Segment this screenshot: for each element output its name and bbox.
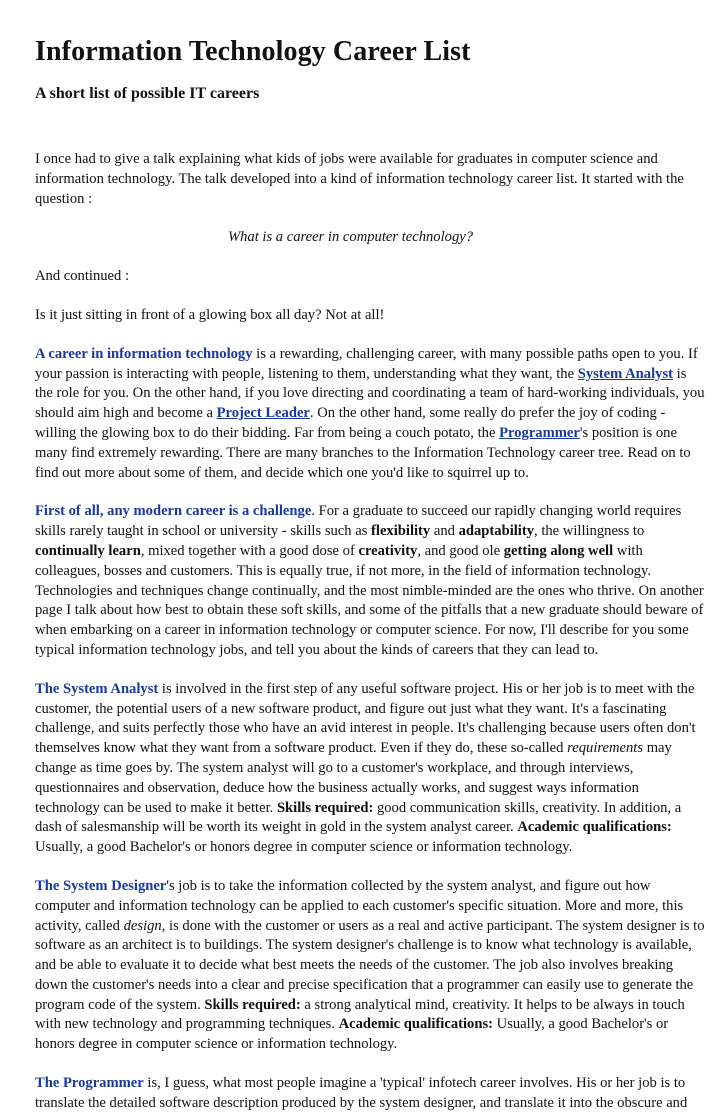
glowing-box-paragraph	[35, 306, 706, 326]
designer-text-3: a strong analytical mind, creativity. It helps to be always in touch with new technology and programming techniques.	[35, 996, 685, 1033]
analyst-text-4: Usually, a good Bachelor's or honors degree in computer science or information technology.	[35, 839, 573, 856]
designer-text-1: 's job is to take the information collected by the system analyst, and figure out how computer and information technology can be applied to each customer's specific situation. More and more, this activity, called	[35, 877, 684, 934]
programmer-paragraph	[35, 1074, 706, 1114]
creativity-term: creativity	[358, 542, 418, 559]
intro-paragraph	[35, 150, 706, 209]
adaptability-term: adaptability	[458, 523, 535, 540]
analyst-text-1: is involved in the first step of any useful software project. His or her job is to meet with the customer, the potential users of a new software product, and figure out just what they want. It's a fascinating challenge, and suits perfectly those who have an avid interest in people. It's challenging because users often don't themselves know what they want from a software product. Even if they do, these so-called	[35, 680, 696, 757]
challenge-text-2: and	[430, 523, 459, 540]
challenge-text-5: , and good ole	[417, 542, 504, 559]
career-text-4: 's position is one many find extremely rewarding. There are many branches to the Information Technology career tree. Read on to find out more about some of them, and decide which one you'd like to squirrel up to.	[35, 424, 691, 481]
designer-text-2: , is done with the customer or users as a real and active participant. The system designer is to software as an architect is to buildings. The system designer's challenge is to know what technology is available, and be able to evaluate it to decide what best meets the needs of the customer. The job also involves breaking down the customer's needs into a clear and precise specification that a programmer can easily use to generate the program code of the system.	[35, 917, 705, 1013]
requirements-term: requirements	[567, 740, 644, 757]
getting-along-term: getting along well	[503, 542, 614, 559]
challenge-text-1: . For a graduate to succeed our rapidly changing world requires skills rarely taught in school or university - skills such as	[35, 503, 682, 540]
question-text: What is a career in computer technology?	[227, 229, 474, 246]
page-title: Information Technology Career List	[35, 36, 471, 67]
challenge-text-4: , mixed together with a good dose of	[140, 542, 359, 559]
analyst-text-2: may change as time goes by. The system analyst will go to a customer's workplace, and through interviews, questionnaires and observation, deduce how the business actually works, and suggest ways information technology can be used to make it better.	[35, 740, 672, 816]
continued-text: And continued :	[35, 268, 130, 285]
design-term: design	[123, 917, 162, 934]
intro-text: I once had to give a talk explaining what kids of jobs were available for graduates in computer science and information technology. The talk developed into a kind of information technology career list. It started with the question :	[35, 151, 684, 207]
career-text-3: . On the other hand, some really do prefer the joy of coding - willing the glowing box to do their bidding. Far from being a couch potato, the	[35, 405, 666, 441]
system-analyst-link[interactable]: System Analyst	[577, 365, 673, 382]
analyst-skills-label: Skills required:	[276, 799, 374, 816]
project-leader-link[interactable]: Project Leader	[216, 405, 310, 422]
career-text-2: is the role for you. On the other hand, if you love directing and coordinating a team of hard-working individuals, you should aim high and become a	[35, 365, 705, 422]
designer-lead: The System Designer	[35, 877, 167, 894]
designer-academic-label: Academic qualifications:	[338, 1016, 494, 1033]
continued-paragraph	[35, 267, 706, 287]
intro-question	[35, 228, 706, 248]
page-subtitle: A short list of possible IT careers	[35, 85, 260, 102]
challenge-paragraph	[35, 502, 706, 660]
career-text-1: is a rewarding, challenging career, with many possible paths open to you. If your passion is interacting with people, listening to them, understanding what they want, the	[35, 345, 698, 382]
career-paragraph	[35, 345, 706, 484]
analyst-academic-label: Academic qualifications:	[517, 819, 672, 836]
programmer-lead: The Programmer	[35, 1075, 144, 1092]
flexibility-term: flexibility	[371, 523, 431, 540]
analyst-paragraph	[35, 680, 706, 858]
designer-text-4: Usually, a good Bachelor's or honors degree in computer science or information technology.	[35, 1016, 669, 1053]
analyst-lead: The System Analyst	[35, 680, 159, 697]
designer-paragraph	[35, 877, 706, 1055]
challenge-lead: First of all, any modern career is a challenge	[35, 503, 312, 520]
designer-skills-label: Skills required:	[204, 996, 301, 1013]
continually-learn-term: continually learn	[35, 542, 141, 559]
programmer-text-1: is, I guess, what most people imagine a 'typical' infotech career involves. His or her job is to translate the detailed software description produced by the system designer, and translate it into the obscure and	[35, 1075, 688, 1111]
analyst-text-3: good communication skills, creativity. In addition, a dash of salesmanship will be worth its weight in gold in the system analyst career.	[35, 799, 682, 836]
glowing-box-text: Is it just sitting in front of a glowing box all day? Not at all!	[35, 306, 385, 323]
challenge-text-3: , the willingness to	[534, 523, 645, 540]
programmer-link[interactable]: Programmer	[499, 424, 580, 441]
career-lead-link[interactable]: A career in information technology	[35, 345, 253, 362]
challenge-text-6: with colleagues, bosses and customers. This is equally true, if not more, in the field of information technology. Technologies and techniques change continually, and the most nimble-minded are the ones who thrive. On another page I talk about how best to obtain these soft skills, and some of the pitfalls that a new graduate should beware of when embarking on a career in information technology or computer science. For now, I'll describe for you some typical information technology jobs, and tell you about the kinds of careers that they can lead to.	[35, 542, 704, 658]
